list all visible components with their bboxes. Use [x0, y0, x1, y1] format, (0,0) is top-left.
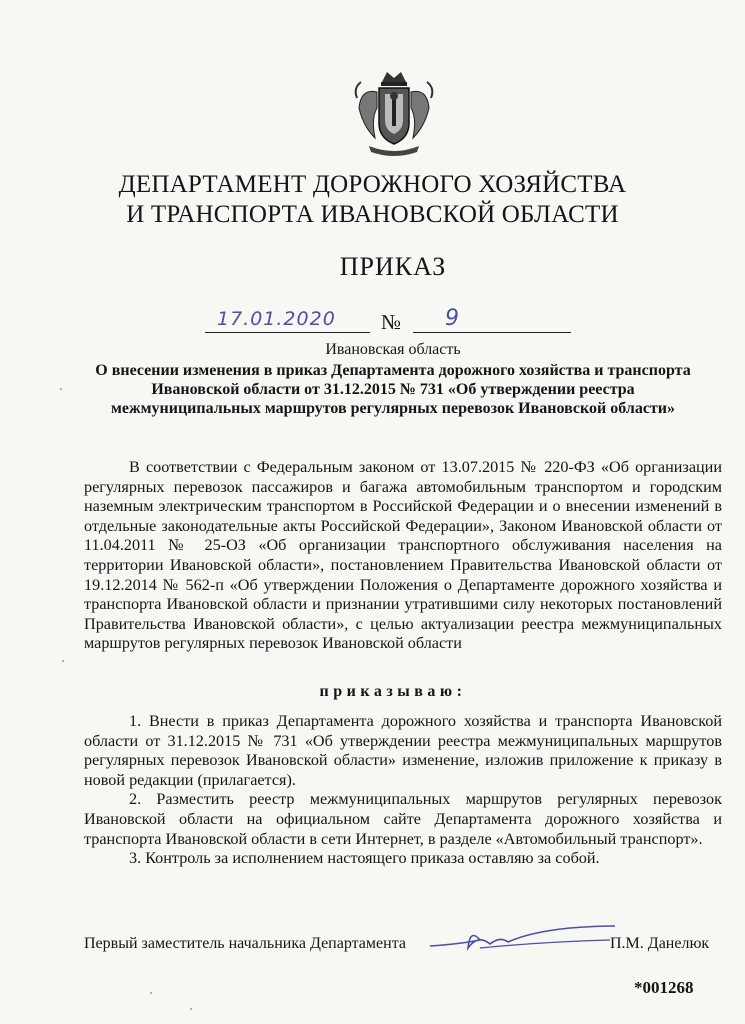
- signatory-title: Первый заместитель начальника Департамента: [84, 935, 406, 952]
- paper-speck: [150, 992, 152, 994]
- order-subject: О внесении изменения в приказ Департамента дорожного хозяйства и транспорта Ивановской области от 31.12.2015 № 731 «Об утверждении реестра межмуниципальных маршрутов регулярных перевозок Ивановской области»: [95, 362, 691, 417]
- order-date: 17.01.2020: [217, 308, 336, 330]
- order-date-number-line: [205, 306, 575, 336]
- order-number: 9: [445, 306, 459, 331]
- document-type-title: ПРИКАЗ: [339, 252, 447, 281]
- region-label: Ивановская область: [325, 341, 461, 358]
- department-name-line1: ДЕПАРТАМЕНТ ДОРОЖНОГО ХОЗЯЙСТВА: [118, 171, 627, 198]
- handwritten-signature: [420, 918, 620, 958]
- order-items: [84, 712, 722, 869]
- preamble-paragraph: В соответствии с Федеральным законом от 13.07.2015 № 220-ФЗ «Об организации регулярных перевозок пассажиров и багажа автомобильным транспортом и городским наземным электрическим транспортом в Российской Федерации и о внесении изменений в отдельные законодательные акты Российской Федерации», Законом Ивановской области от 11.04.2011 № 25-ОЗ «Об организации транспортного обслуживания населения на территории Ивановской области», постановлением Правительства Ивановской области от 19.12.2014 № 562-п «Об утверждении Положения о Департаменте дорожного хозяйства и транспорта Ивановской области и признании утратившими силу некоторых постановлений Правительства Ивановской области», с целью актуализации реестра межмуниципальных маршрутов регулярных перевозок Ивановской области: [84, 458, 722, 653]
- paper-speck: [190, 1008, 192, 1010]
- serial-number: *001268: [634, 978, 694, 997]
- paper-speck: [62, 660, 64, 662]
- number-underline: [413, 332, 571, 333]
- order-item: 2. Разместить реестр межмуниципальных маршрутов регулярных перевозок Ивановской области на официальном сайте Департамента дорожного хозяйства и транспорта Ивановской области в сети Интернет, в разделе «Автомобильный транспорт».: [84, 790, 722, 848]
- signatory-name: П.М. Данелюк: [610, 935, 710, 952]
- decree-word: приказываю:: [319, 683, 467, 700]
- coat-of-arms-emblem: [349, 68, 439, 158]
- department-name-line2: И ТРАНСПОРТА ИВАНОВСКОЙ ОБЛАСТИ: [126, 201, 619, 228]
- date-underline: [205, 332, 370, 333]
- paper-speck: [60, 388, 62, 390]
- order-item: 3. Контроль за исполнением настоящего приказа оставляю за собой.: [129, 849, 600, 868]
- order-item: 1. Внести в приказ Департамента дорожного хозяйства и транспорта Ивановской области от 31.12.2015 № 731 «Об утверждении реестра межмуниципальных маршрутов регулярных перевозок Ивановской области» изменение, изложив приложение к приказу в новой редакции (прилагается).: [84, 712, 722, 789]
- order-number-label: №: [381, 310, 402, 334]
